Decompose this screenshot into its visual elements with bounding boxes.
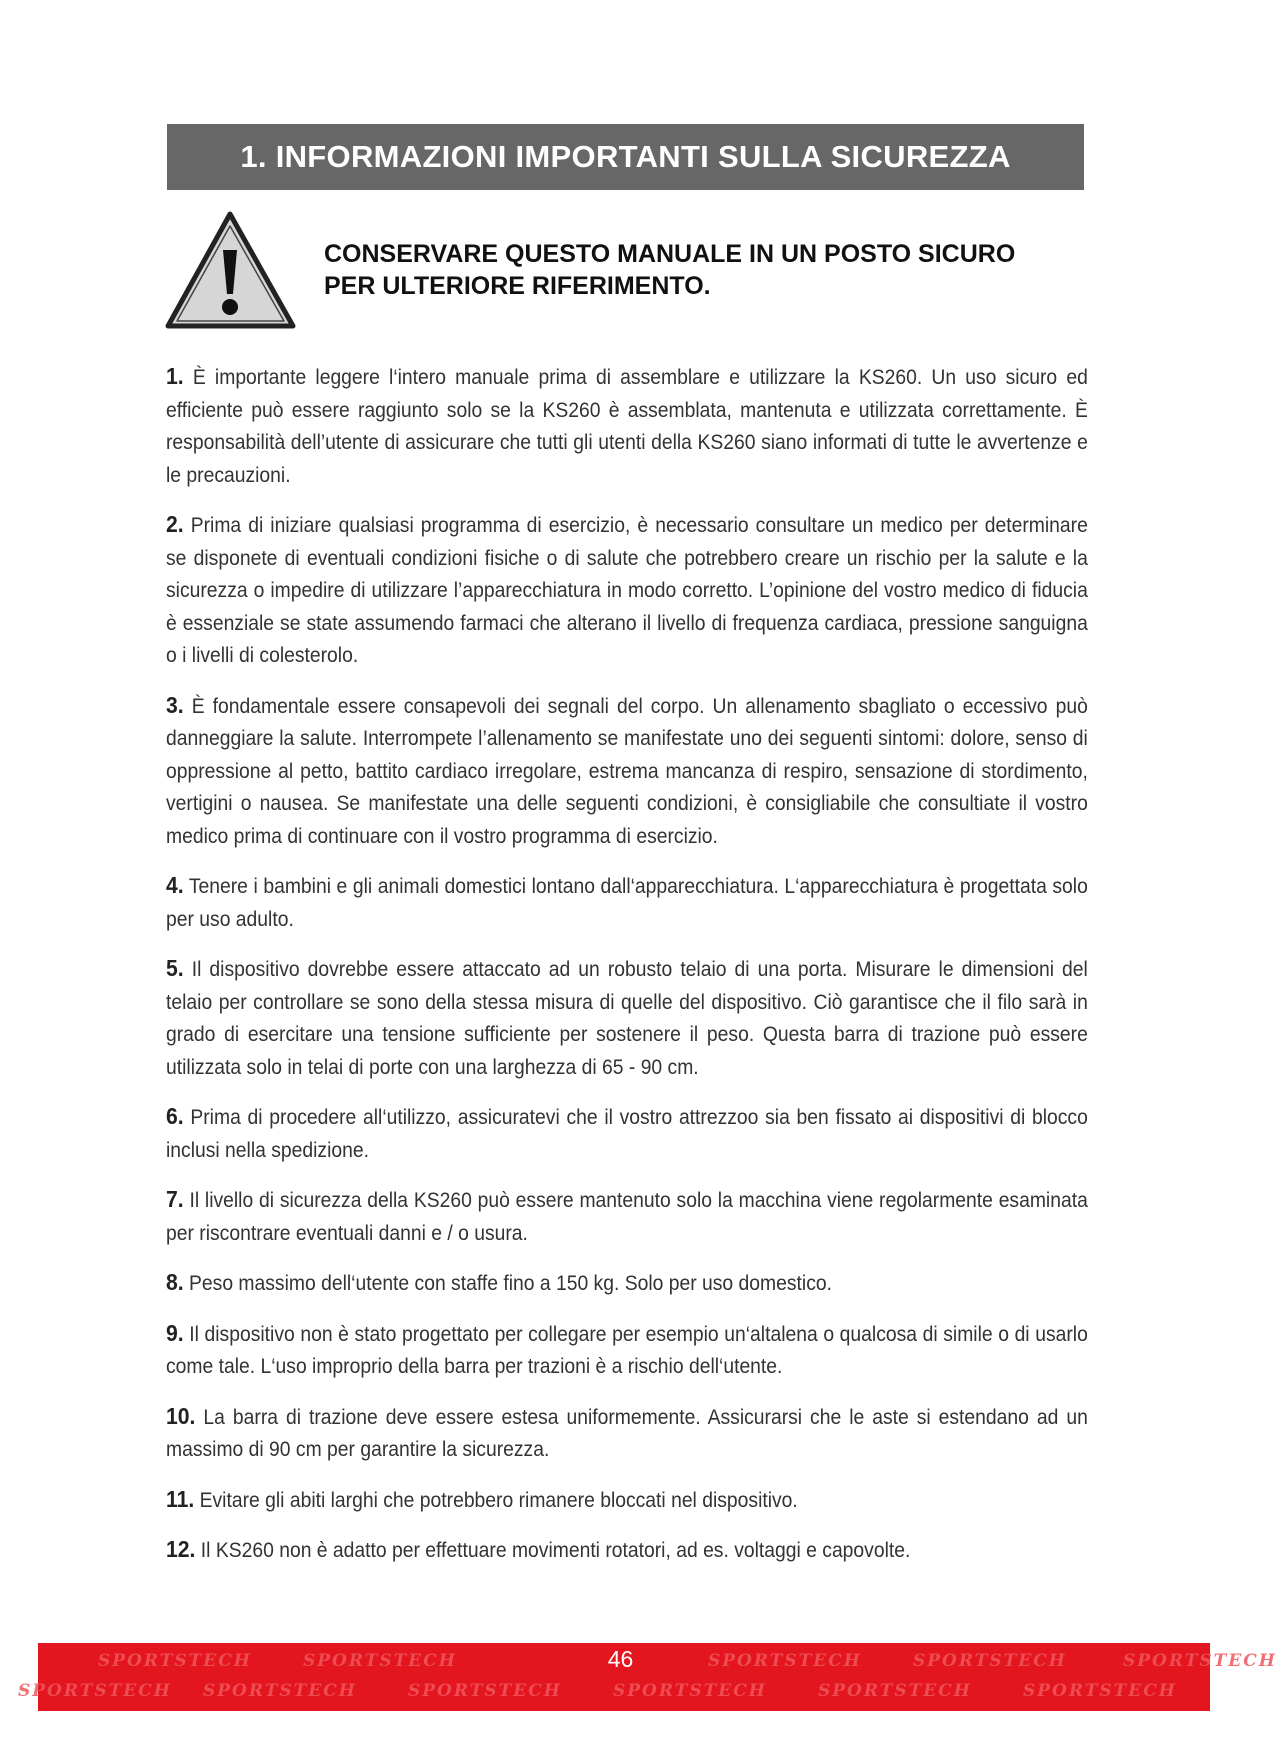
list-item: 8. Peso massimo dell‘utente con staffe fino a 150 kg. Solo per uso domestico. xyxy=(166,1269,832,1295)
safety-list xyxy=(166,360,1088,1584)
list-item: 9. Il dispositivo non è stato progettato per collegare per esempio un‘altalena o qualcosa di simile o di usarlo come tale. L‘uso improprio della barra per trazioni è a rischio dell‘utente. xyxy=(166,1319,1088,1378)
brand-watermark: SPORTSTECH xyxy=(18,1681,172,1701)
list-item: 5. Il dispositivo dovrebbe essere attaccato ad un robusto telaio di una porta. Misurare le dimensioni del telaio per controllare se sono della stessa misura di quelle del dispositivo. Ciò garantisce che il filo sarà in grado di esercitare una tensione sufficiente per sostenere il peso. Questa barra di trazione può essere utilizzata solo in telai di porte con una larghezza di 65 - 90 cm. xyxy=(166,955,1088,1079)
list-item: 4. Tenere i bambini e gli animali domestici lontano dall‘apparecchiatura. L‘apparecchiatura è progettata solo per uso adulto. xyxy=(166,872,1088,931)
brand-watermark: SPORTSTECH xyxy=(408,1681,562,1701)
notice-line-2: PER ULTERIORE RIFERIMENTO. xyxy=(324,272,711,300)
brand-watermark: SPORTSTECH xyxy=(303,1651,457,1671)
notice-line-1: CONSERVARE QUESTO MANUALE IN UN POSTO SICURO xyxy=(324,240,1016,268)
brand-watermark: SPORTSTECH xyxy=(1023,1681,1177,1701)
list-item: 6. Prima di procedere all‘utilizzo, assicuratevi che il vostro attrezzoo sia ben fissato ai dispositivi di blocco inclusi nella spedizione. xyxy=(166,1103,1088,1162)
brand-watermark: SPORTSTECH xyxy=(818,1681,972,1701)
page-number: 46 xyxy=(607,1646,634,1672)
brand-watermark: SPORTSTECH xyxy=(1123,1651,1277,1671)
section-title: 1. INFORMAZIONI IMPORTANTI SULLA SICUREZZA xyxy=(240,139,1011,174)
brand-watermark: SPORTSTECH xyxy=(613,1681,767,1701)
list-item: 7. Il livello di sicurezza della KS260 può essere mantenuto solo la macchina viene regolarmente esaminata per riscontrare eventuali danni e / o usura. xyxy=(166,1186,1088,1245)
warning-triangle-icon xyxy=(163,208,298,334)
brand-watermark: SPORTSTECH xyxy=(913,1651,1067,1671)
list-item: 1. È importante leggere l‘intero manuale prima di assemblare e utilizzare la KS260. Un uso sicuro ed efficiente può essere raggiunto solo se la KS260 è assemblata, mantenuta e utilizzata correttamente. È responsabilità dell’utente di assicurare che tutti gli utenti della KS260 siano informati di tutte le avvertenze e le precauzioni. xyxy=(166,363,1088,487)
safety-notice xyxy=(324,238,1104,302)
list-item: 10. La barra di trazione deve essere estesa uniformemente. Assicurarsi che le aste si estendano ad un massimo di 90 cm per garantire la sicurezza. xyxy=(166,1402,1088,1461)
brand-watermark: SPORTSTECH xyxy=(98,1651,252,1671)
list-item: 2. Prima di iniziare qualsiasi programma di esercizio, è necessario consultare un medico per determinare se disponete di eventuali condizioni fisiche o di salute che potrebbero creare un rischio per la salute e la sicurezza o impedire di utilizzare l’apparecchiatura in modo corretto. L’opinione del vostro medico di fiducia è essenziale se state assumendo farmaci che alterano il livello di frequenza cardiaca, pressione sanguigna o i livelli di colesterolo. xyxy=(166,511,1088,667)
list-item: 11. Evitare gli abiti larghi che potrebbero rimanere bloccati nel dispositivo. xyxy=(166,1485,798,1512)
list-item: 12. Il KS260 non è adatto per effettuare movimenti rotatori, ad es. voltaggi e capovolte. xyxy=(166,1536,911,1562)
section-title-bar xyxy=(167,124,1084,190)
list-item: 3. È fondamentale essere consapevoli dei segnali del corpo. Un allenamento sbagliato o eccessivo può danneggiare la salute. Interrompete l’allenamento se manifestate uno dei seguenti sintomi: dolore, senso di oppressione al petto, battito cardiaco irregolare, estrema mancanza di respiro, sensazione di stordimento, vertigini o nausea. Se manifestate una delle seguenti condizioni, è consigliabile che consultiate il vostro medico prima di continuare con il vostro programma di esercizio. xyxy=(166,691,1088,848)
brand-watermark: SPORTSTECH xyxy=(203,1681,357,1701)
brand-watermark: SPORTSTECH xyxy=(708,1651,862,1671)
